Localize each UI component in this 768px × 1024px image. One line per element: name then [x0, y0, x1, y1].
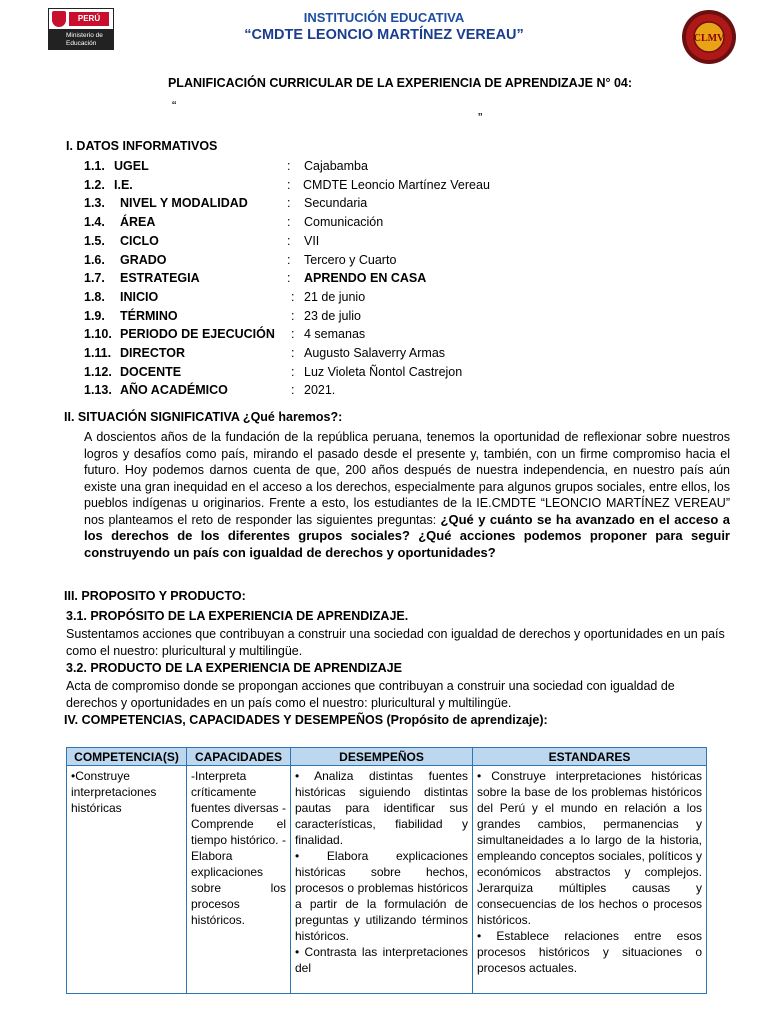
info-row-value: CMDTE Leoncio Martínez Vereau	[303, 177, 490, 192]
info-row-value: 2021.	[304, 383, 336, 398]
info-row-value: Secundaria	[304, 196, 368, 211]
logo-country-text: PERÚ	[69, 12, 109, 26]
info-row-number: 1.10.	[84, 327, 112, 342]
situation-paragraph	[84, 429, 730, 561]
info-row-label: CICLO	[120, 233, 159, 248]
info-row-label: ESTRATEGIA	[120, 271, 200, 286]
purpose-heading: 3.1. PROPÓSITO DE LA EXPERIENCIA DE APRENDIZAJE.	[66, 609, 409, 623]
desempeno-item: • Contrasta las interpretaciones del	[295, 945, 468, 975]
info-row-colon: :	[291, 327, 295, 342]
info-row-colon: :	[291, 364, 295, 379]
competencies-table	[66, 747, 707, 994]
section-4-heading: IV. COMPETENCIAS, CAPACIDADES Y DESEMPEÑOS (Propósito de aprendizaje):	[64, 713, 548, 727]
header-desempenos: DESEMPEÑOS	[291, 748, 473, 766]
info-row	[84, 307, 584, 326]
info-row	[84, 288, 584, 307]
school-seal-icon	[680, 8, 738, 66]
info-row-value: Augusto Salaverry Armas	[304, 346, 446, 360]
estandar-item: • Construye interpretaciones históricas sobre la base de los problemas históricos del Perú y el mundo en relación a los grandes cambios, permanencias y simultaneidades a lo largo de la historia, empleando conceptos sociales, políticos y económicos abstractos y complejos. Jerarquiza múltiples causas y consecuencias de los hechos o procesos históricos.	[477, 769, 702, 927]
header-estandares: ESTANDARES	[473, 748, 707, 766]
info-row-label: GRADO	[120, 252, 167, 267]
info-row-colon: :	[287, 159, 291, 173]
title-quote-open: “	[172, 98, 177, 113]
info-row-label: I.E.	[114, 177, 133, 192]
estandar-item: • Establece relaciones entre esos procesos históricos y situaciones o procesos actuales.	[477, 929, 702, 975]
info-row-number: 1.6.	[84, 252, 105, 267]
section-2-heading: II. SITUACIÓN SIGNIFICATIVA ¿Qué haremos?:	[64, 410, 343, 424]
info-row-label: AÑO ACADÉMICO	[120, 383, 228, 398]
info-row-number: 1.11.	[84, 346, 112, 360]
header-capacidades: CAPACIDADES	[187, 748, 291, 766]
info-row	[84, 194, 584, 213]
table-header-row	[67, 748, 707, 766]
info-row-colon: :	[287, 271, 291, 286]
info-row	[84, 344, 584, 363]
info-row-label: INICIO	[120, 289, 159, 304]
info-row-colon: :	[287, 233, 291, 248]
info-row-colon: :	[291, 346, 295, 360]
info-row	[84, 269, 584, 288]
cell-capacidades: -Interpreta críticamente fuentes diversas - Comprende el tiempo histórico. -Elabora explicaciones sobre los procesos históricos.	[187, 766, 291, 994]
info-row-number: 1.2.	[84, 177, 105, 192]
info-row	[84, 325, 584, 344]
info-row-value: 23 de julio	[304, 308, 361, 323]
document-title: PLANIFICACIÓN CURRICULAR DE LA EXPERIENCIA DE APRENDIZAJE N° 04:	[167, 76, 633, 90]
info-row-label: UGEL	[114, 159, 149, 173]
info-row-value: Tercero y Cuarto	[304, 252, 397, 267]
info-row-value: Comunicación	[304, 215, 384, 230]
header-competencia: COMPETENCIA(S)	[67, 748, 187, 766]
info-row-number: 1.5.	[84, 233, 105, 248]
info-row-colon: :	[291, 308, 295, 323]
info-row-value: Cajabamba	[304, 159, 368, 173]
situation-body: A doscientos años de la fundación de la república peruana, tenemos la oportunidad de reflexionar sobre nuestros logros y desafíos como país, mirando el pasado desde el presente y, también, con un firme compromiso hacia el futuro. Hoy podemos darnos cuenta de que, 200 años después de nuestra independencia, en nuestro país aún existe una gran inequidad en el acceso a los derechos, especialmente para algunos grupos sociales, entre ellos, los pueblos indígenas u originarios. Frente a esto, los estudiantes de la IE.CMDTE “LEONCIO MARTÍNEZ VEREAU” nos planteamos el reto de responder las siguientes preguntas:	[84, 430, 730, 527]
info-row-number: 1.8.	[84, 289, 105, 304]
info-row-colon: :	[287, 215, 291, 230]
info-row-number: 1.1.	[84, 159, 105, 173]
info-row	[84, 176, 584, 195]
info-row	[84, 251, 584, 270]
desempeno-item: • Elabora explicaciones históricas sobre hechos, procesos o problemas históricos a partir de la formulación de preguntas y utilizando términos históricos.	[295, 849, 468, 943]
info-row-number: 1.4.	[84, 215, 105, 230]
section-1-heading: I. DATOS INFORMATIVOS	[66, 139, 218, 153]
info-row-number: 1.7.	[84, 271, 105, 286]
info-row	[84, 232, 584, 251]
product-body: Acta de compromiso donde se propongan acciones que contribuyan a construir una sociedad con igualdad de derechos y oportunidades en un país como el nuestro: pluricultural y multilingüe.	[66, 679, 675, 710]
cell-desempenos	[291, 766, 473, 994]
info-row-label: DIRECTOR	[120, 346, 186, 360]
info-row-value: VII	[304, 233, 320, 248]
seal-text: CLMV	[693, 33, 725, 44]
info-row-label: DOCENTE	[120, 364, 182, 379]
info-row-label: ÁREA	[120, 215, 156, 230]
school-name: “CMDTE LEONCIO MARTÍNEZ VEREAU”	[244, 27, 524, 43]
section-3-heading: III. PROPOSITO Y PRODUCTO:	[64, 589, 246, 603]
institution-label: INSTITUCIÓN EDUCATIVA	[303, 10, 465, 25]
product-heading: 3.2. PRODUCTO DE LA EXPERIENCIA DE APRENDIZAJE	[66, 661, 402, 675]
situation-questions: ¿Qué y cuánto se ha avanzado en el acceso a los derechos de los diferentes grupos sociales? ¿Qué acciones podemos proponer para seguir construyendo un país con igualdad de derechos y oportunidades?	[84, 511, 730, 560]
info-row-number: 1.13.	[84, 383, 112, 398]
info-row-number: 1.9.	[84, 308, 105, 323]
info-row	[84, 157, 584, 176]
info-row-label: NIVEL Y MODALIDAD	[120, 196, 248, 211]
info-row-colon: :	[291, 289, 295, 304]
info-row-value: 21 de junio	[304, 289, 366, 304]
info-row	[84, 381, 584, 400]
logo-ministry-text: Ministerio de Educación	[66, 32, 103, 47]
purpose-body: Sustentamos acciones que contribuyan a construir una sociedad con igualdad de derechos y oportunidades en un país como el nuestro: pluricultural y multilingüe.	[66, 627, 725, 658]
info-row-value: APRENDO EN CASA	[304, 271, 427, 286]
cell-estandares	[473, 766, 707, 994]
info-row-number: 1.3.	[84, 196, 105, 211]
table-row	[67, 766, 707, 994]
info-row-number: 1.12.	[84, 364, 112, 379]
info-row-colon: :	[287, 177, 291, 192]
title-quote-close: ”	[478, 110, 483, 125]
info-row-colon: :	[287, 196, 291, 211]
cell-competencia: •Construye interpretaciones históricas	[67, 766, 187, 994]
info-row-colon: :	[291, 383, 295, 398]
info-row-label: PERIODO DE EJECUCIÓN	[120, 327, 275, 342]
info-row-value: Luz Violeta Ñontol Castrejon	[304, 364, 463, 379]
info-row-colon: :	[287, 252, 291, 267]
info-row	[84, 363, 584, 382]
info-row-label: TÉRMINO	[120, 308, 178, 323]
desempeno-item: • Analiza distintas fuentes históricas siguiendo distintas pautas para identificar sus características, fiabilidad y finalidad.	[295, 769, 468, 847]
info-row	[84, 213, 584, 232]
info-row-value: 4 semanas	[304, 327, 366, 342]
